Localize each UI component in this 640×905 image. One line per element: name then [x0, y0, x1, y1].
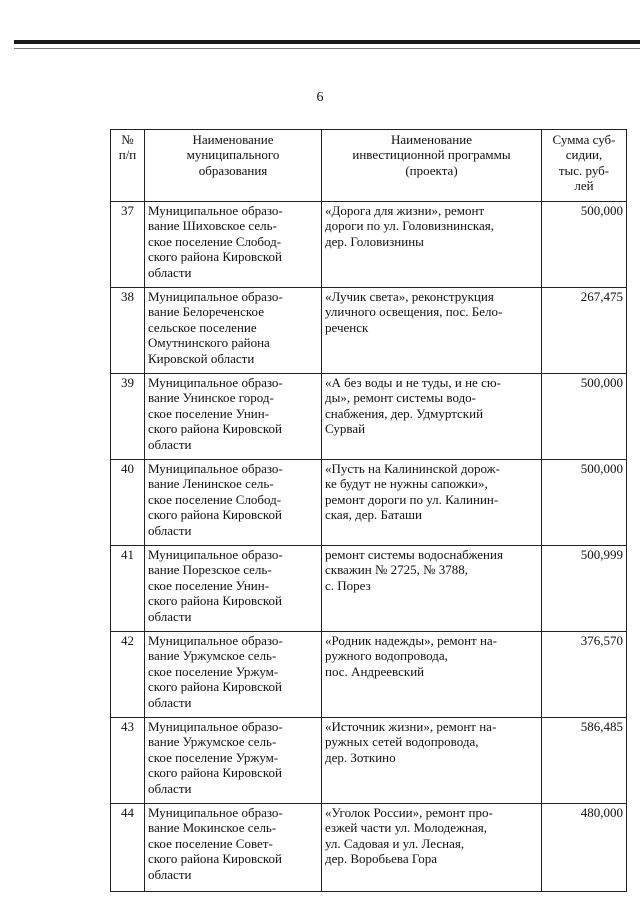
- municipality-name: Муниципальное образо- вание Шиховское сель- ское поселение Слобод- ского района Кировской области: [145, 202, 322, 288]
- municipality-name: Муниципальное образо- вание Белореченское сельское поселение Омутнинского района Кировской области: [145, 288, 322, 374]
- program-name: ремонт системы водоснабжения скважин № 2725, № 3788, с. Порез: [322, 546, 542, 632]
- header-municipality: Наименование муниципального образования: [145, 130, 322, 202]
- municipality-name: Муниципальное образо- вание Порезское сель- ское поселение Унин- ского района Кировской области: [145, 546, 322, 632]
- municipality-name: Муниципальное образо- вание Мокинское сель- ское поселение Совет- ского района Кировской области: [145, 804, 322, 892]
- table-row: [111, 460, 627, 546]
- row-number: 43: [111, 718, 145, 804]
- subsidy-amount: 376,570: [542, 632, 627, 718]
- header-rule-thick: [14, 40, 640, 44]
- program-name: «Дорога для жизни», ремонт дороги по ул. Головизнинская, дер. Головизнины: [322, 202, 542, 288]
- subsidy-amount: 500,000: [542, 202, 627, 288]
- program-name: «Источник жизни», ремонт на- ружных сетей водопровода, дер. Зоткино: [322, 718, 542, 804]
- municipality-name: Муниципальное образо- вание Ленинское сель- ское поселение Слобод- ского района Кировской области: [145, 460, 322, 546]
- table-header-row: [111, 130, 627, 202]
- row-number: 37: [111, 202, 145, 288]
- subsidy-amount: 267,475: [542, 288, 627, 374]
- municipality-name: Муниципальное образо- вание Уржумское сель- ское поселение Уржум- ского района Кировской области: [145, 718, 322, 804]
- subsidy-amount: 480,000: [542, 804, 627, 892]
- table-row: [111, 202, 627, 288]
- row-number: 40: [111, 460, 145, 546]
- header-rule-thin: [14, 48, 640, 49]
- subsidy-amount: 500,000: [542, 460, 627, 546]
- program-name: «Родник надежды», ремонт на- ружного водопровода, пос. Андреевский: [322, 632, 542, 718]
- row-number: 39: [111, 374, 145, 460]
- row-number: 42: [111, 632, 145, 718]
- table-row: [111, 718, 627, 804]
- row-number: 41: [111, 546, 145, 632]
- subsidy-amount: 500,000: [542, 374, 627, 460]
- program-name: «А без воды и не туды, и не сю- ды», ремонт системы водо- снабжения, дер. Удмуртский Сурвай: [322, 374, 542, 460]
- program-name: «Уголок России», ремонт про- езжей части ул. Молодежная, ул. Садовая и ул. Лесная, дер. Воробьева Гора: [322, 804, 542, 892]
- header-program: Наименование инвестиционной программы (проекта): [322, 130, 542, 202]
- row-number: 38: [111, 288, 145, 374]
- municipality-name: Муниципальное образо- вание Уржумское сель- ское поселение Уржум- ского района Кировской области: [145, 632, 322, 718]
- header-number: № п/п: [111, 130, 145, 202]
- municipality-name: Муниципальное образо- вание Унинское город- ское поселение Унин- ского района Кировской области: [145, 374, 322, 460]
- program-name: «Пусть на Калининской дорож- ке будут не нужны сапожки», ремонт дороги по ул. Калинин- ская, дер. Баташи: [322, 460, 542, 546]
- table-row: [111, 288, 627, 374]
- subsidy-amount: 500,999: [542, 546, 627, 632]
- header-subsidy-sum: Сумма суб- сидии, тыс. руб- лей: [542, 130, 627, 202]
- table-row: [111, 374, 627, 460]
- subsidy-amount: 586,485: [542, 718, 627, 804]
- page-number: 6: [316, 90, 324, 105]
- subsidy-table: [110, 129, 627, 892]
- table-row: [111, 546, 627, 632]
- program-name: «Лучик света», реконструкция уличного освещения, пос. Бело- реченск: [322, 288, 542, 374]
- table-row: [111, 632, 627, 718]
- row-number: 44: [111, 804, 145, 892]
- table-row: [111, 804, 627, 892]
